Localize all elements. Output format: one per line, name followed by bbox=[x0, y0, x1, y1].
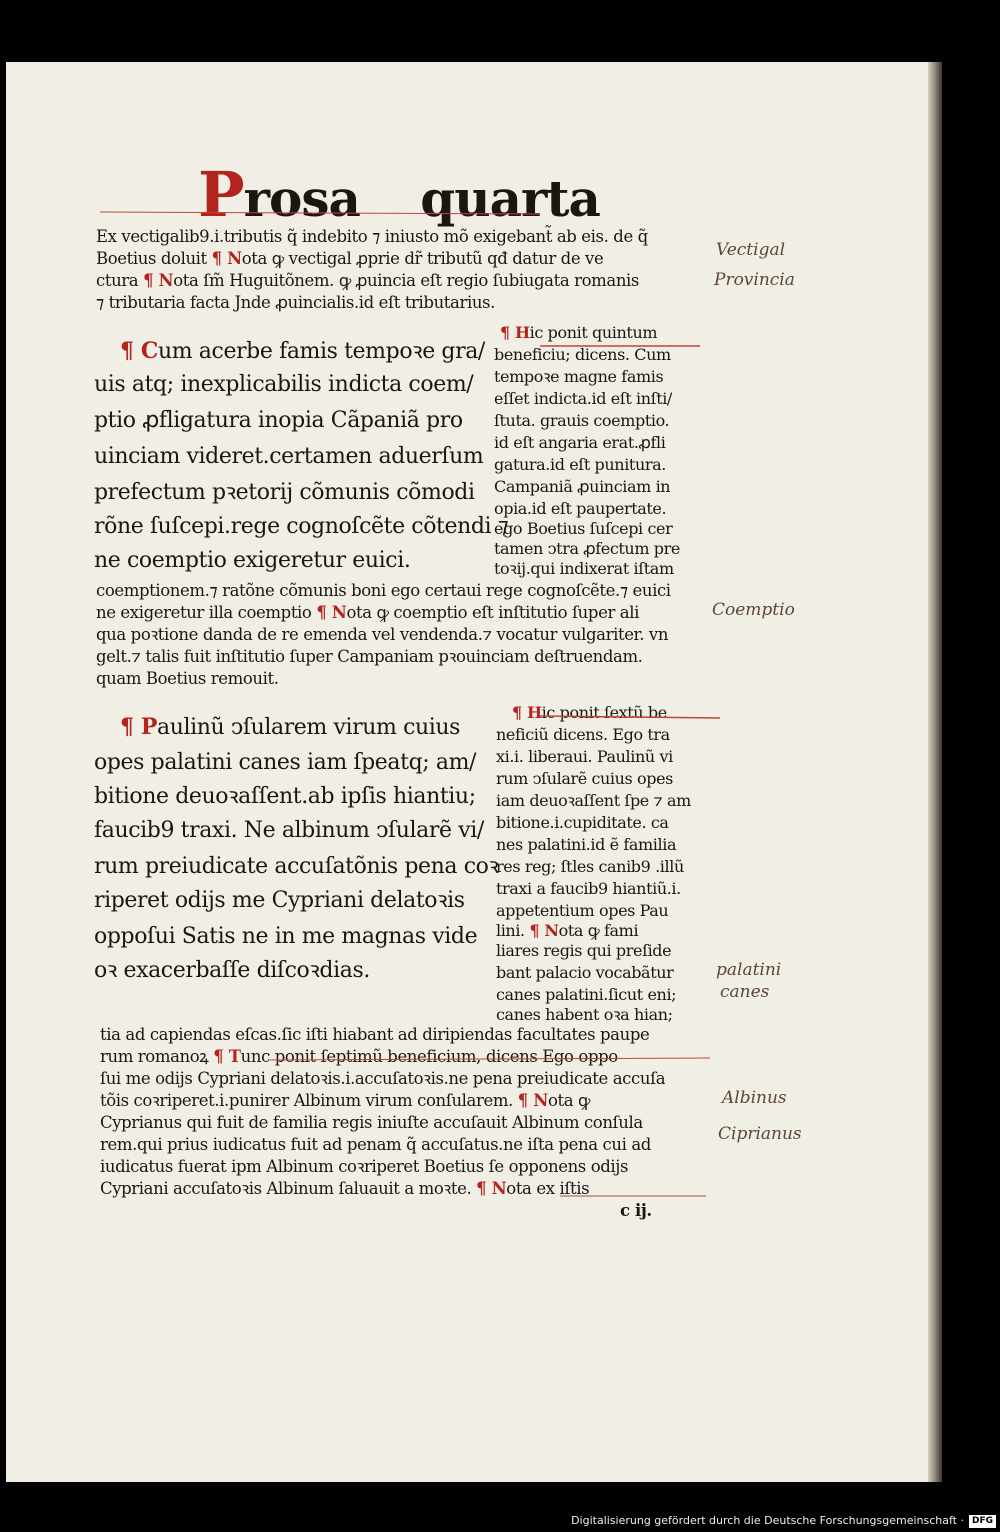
side-gloss-line: iam deuoꝛaſſent ſpe ⁊ am bbox=[496, 791, 691, 810]
digitization-credit bbox=[571, 1510, 996, 1532]
foot-gloss-line: tia ad capiendas eſcas.ſic iſti hiabant ad diripiendas facultates paupe bbox=[100, 1025, 650, 1044]
side-gloss-line: traxi a faucib9 hiantiũ.i. bbox=[496, 879, 681, 898]
foot-gloss-line: iudicatus fuerat ipm Albinum coꝛriperet Boetius ſe opponens odijs bbox=[100, 1157, 629, 1176]
main-text-line: prefectum pꝛetorij cõmunis cõmodi bbox=[94, 480, 475, 505]
main-text-line: uis atq; inexplicabilis indicta coem/ bbox=[94, 372, 474, 397]
side-gloss-line: eſſet indicta.id eſt inſti/ bbox=[494, 389, 672, 408]
side-gloss-line: res reg; ſtles canib9 .illũ bbox=[496, 857, 684, 876]
title-word-quarta: quarta bbox=[420, 169, 600, 228]
foot-gloss-line: Cypriani accuſatoꝛis Albinum ſaluauit a moꝛte. ¶ Nota ex iſtis bbox=[100, 1179, 590, 1198]
side-gloss-line: appetentium opes Pau bbox=[496, 901, 669, 920]
foot-gloss-line: ne exigeretur illa coemptio ¶ Nota ꝙ coemptio eſt inſtitutio ſuper ali bbox=[96, 603, 639, 622]
side-gloss-line: lini. ¶ Nota ꝙ fami bbox=[496, 921, 639, 940]
side-gloss-line: xi.i. liberaui. Paulinũ vi bbox=[496, 747, 673, 766]
marginal-note-albinus: Albinus bbox=[722, 1088, 787, 1108]
main-text-line: ¶ Cum acerbe famis tempoꝛe gra/ bbox=[120, 338, 485, 364]
foot-gloss-line: rem.qui prius iudicatus fuit ad penam q̃ accuſatus.ne iſta pena cui ad bbox=[100, 1135, 651, 1154]
signature-mark: c ij. bbox=[620, 1201, 652, 1220]
rubric-underline bbox=[100, 212, 540, 214]
main-text-line: uinciam videret.certamen aduerſum bbox=[94, 444, 484, 469]
side-gloss-line: canes habent oꝛa hian; bbox=[496, 1005, 673, 1024]
side-gloss-line: tempoꝛe magne famis bbox=[494, 367, 664, 386]
intro-gloss-line: ctura ¶ Nota ſm̃ Huguitõnem. ꝙ ꝓuincia eſt regio ſubiugata romanis bbox=[96, 271, 639, 290]
side-gloss-line: neficiũ dicens. Ego tra bbox=[496, 725, 670, 744]
main-text-line: ne coemptio exigeretur euici. bbox=[94, 548, 411, 573]
foot-gloss-line: coemptionem.⁊ ratõne cõmunis boni ego certaui rege cognoſcẽte.⁊ euici bbox=[96, 581, 671, 600]
main-text-line: opes palatini canes iam ſpeatq; am/ bbox=[94, 750, 477, 775]
main-text-line: oꝛ exacerbaſſe diſcoꝛdias. bbox=[94, 958, 370, 983]
side-gloss-line: gatura.id eſt punitura. bbox=[494, 455, 666, 474]
main-text-line: riperet odijs me Cypriani delatoꝛis bbox=[94, 888, 465, 913]
foot-gloss-line: ſui me odijs Cypriani delatoꝛis.i.accuſatoꝛis.ne pena preiudicate accuſa bbox=[100, 1069, 666, 1088]
intro-gloss-line: Ex vectigalib9.i.tributis q̃ indebito ⁊ iniusto mõ exigebant̃ ab eis. de q̃ bbox=[96, 227, 648, 246]
foot-gloss-line: Cyprianus qui fuit de familia regis iniuſte accuſauit Albinum conſula bbox=[100, 1113, 643, 1132]
side-gloss-line: bitione.i.cupiditate. ca bbox=[496, 813, 669, 832]
side-gloss-line: ego Boetius ſuſcepi cer bbox=[494, 519, 673, 538]
main-text-line: ptio ꝓfligatura inopia Cãpaniã pro bbox=[94, 408, 463, 433]
main-text-line: bitione deuoꝛaſſent.ab ipſis hiantiu; bbox=[94, 784, 476, 809]
side-gloss-line: ¶ Hic ponit quintum bbox=[500, 323, 658, 342]
main-text-line: ¶ Paulinũ ↄſularem virum cuius bbox=[120, 714, 461, 740]
foot-gloss-line: rum romanoꝝ ¶ Tunc ponit ſeptimũ beneficium, dicens Ego oppo bbox=[100, 1047, 618, 1066]
rubric-underline bbox=[540, 716, 720, 718]
foot-gloss-line: qua poꝛtione danda de re emenda vel vendenda.⁊ vocatur vulgariter. vn bbox=[96, 625, 669, 644]
side-gloss-line: liares regis qui preſide bbox=[496, 941, 672, 960]
marginal-note-provincia: Provincia bbox=[714, 270, 795, 290]
side-gloss-line: nes palatini.id ẽ familia bbox=[496, 835, 677, 854]
foot-gloss-line: quam Boetius remouit. bbox=[96, 669, 279, 688]
main-text-line: faucib9 traxi. Ne albinum ↄſularẽ vi/ bbox=[94, 818, 484, 843]
foot-gloss-line: tõis coꝛriperet.i.punirer Albinum virum conſularem. ¶ Nota ꝙ bbox=[100, 1091, 590, 1110]
rubric-underline bbox=[270, 1058, 710, 1060]
intro-gloss-line: ⁊ tributaria facta Jnde ꝓuincialis.id eſt tributarius. bbox=[96, 293, 495, 312]
marginal-note-ciprianus: Ciprianus bbox=[718, 1124, 802, 1144]
main-text-line: oppoſui Satis ne in me magnas vide bbox=[94, 924, 478, 949]
side-gloss-line: beneficiu; dicens. Cum bbox=[494, 345, 671, 364]
marginal-note-canes: canes bbox=[720, 982, 770, 1002]
side-gloss-line: Campaniã ꝓuinciam in bbox=[494, 477, 671, 496]
marginal-note-palatini: palatini bbox=[716, 960, 782, 980]
side-gloss-line: bant palacio vocabãtur bbox=[496, 963, 674, 982]
marginal-note-coemptio: Coemptio bbox=[712, 600, 795, 620]
side-gloss-line: tamen ↄtra ꝓfectum pre bbox=[494, 539, 680, 558]
side-gloss-line: id eſt angaria erat.ꝓfli bbox=[494, 433, 666, 452]
side-gloss-line: canes palatini.ſicut eni; bbox=[496, 985, 677, 1004]
main-text-line: rum preiudicate accuſatõnis pena coꝛ bbox=[94, 854, 499, 879]
side-gloss-line: opia.id eſt paupertate. bbox=[494, 499, 667, 518]
side-gloss-line: ¶ Hic ponit ſextũ be bbox=[512, 703, 667, 722]
side-gloss-line: toꝛij.qui indixerat iſtam bbox=[494, 559, 674, 578]
side-gloss-line: rum ↄſularẽ cuius opes bbox=[496, 769, 673, 788]
main-text-line: rõne ſuſcepi.rege cognoſcẽte cõtendi ⁊ bbox=[94, 514, 509, 539]
intro-gloss-line: Boetius doluit ¶ Nota ꝙ vectigal ꝓprie dr̃ tributũ qđ datur de ve bbox=[96, 249, 604, 268]
marginal-note-vectigal: Vectigal bbox=[716, 240, 786, 260]
title-initial: P bbox=[198, 158, 244, 231]
credit-text: Digitalisierung gefördert durch die Deutsche Forschungsgemeinschaft · bbox=[571, 1514, 964, 1527]
dfg-logo: DFG bbox=[969, 1515, 996, 1528]
foot-gloss-line: gelt.⁊ talis fuit inſtitutio ſuper Campaniam pꝛouinciam deſtruendam. bbox=[96, 647, 643, 666]
title-word-prosa: rosa bbox=[243, 169, 360, 228]
side-gloss-line: ſtuta. grauis coemptio. bbox=[494, 411, 670, 430]
